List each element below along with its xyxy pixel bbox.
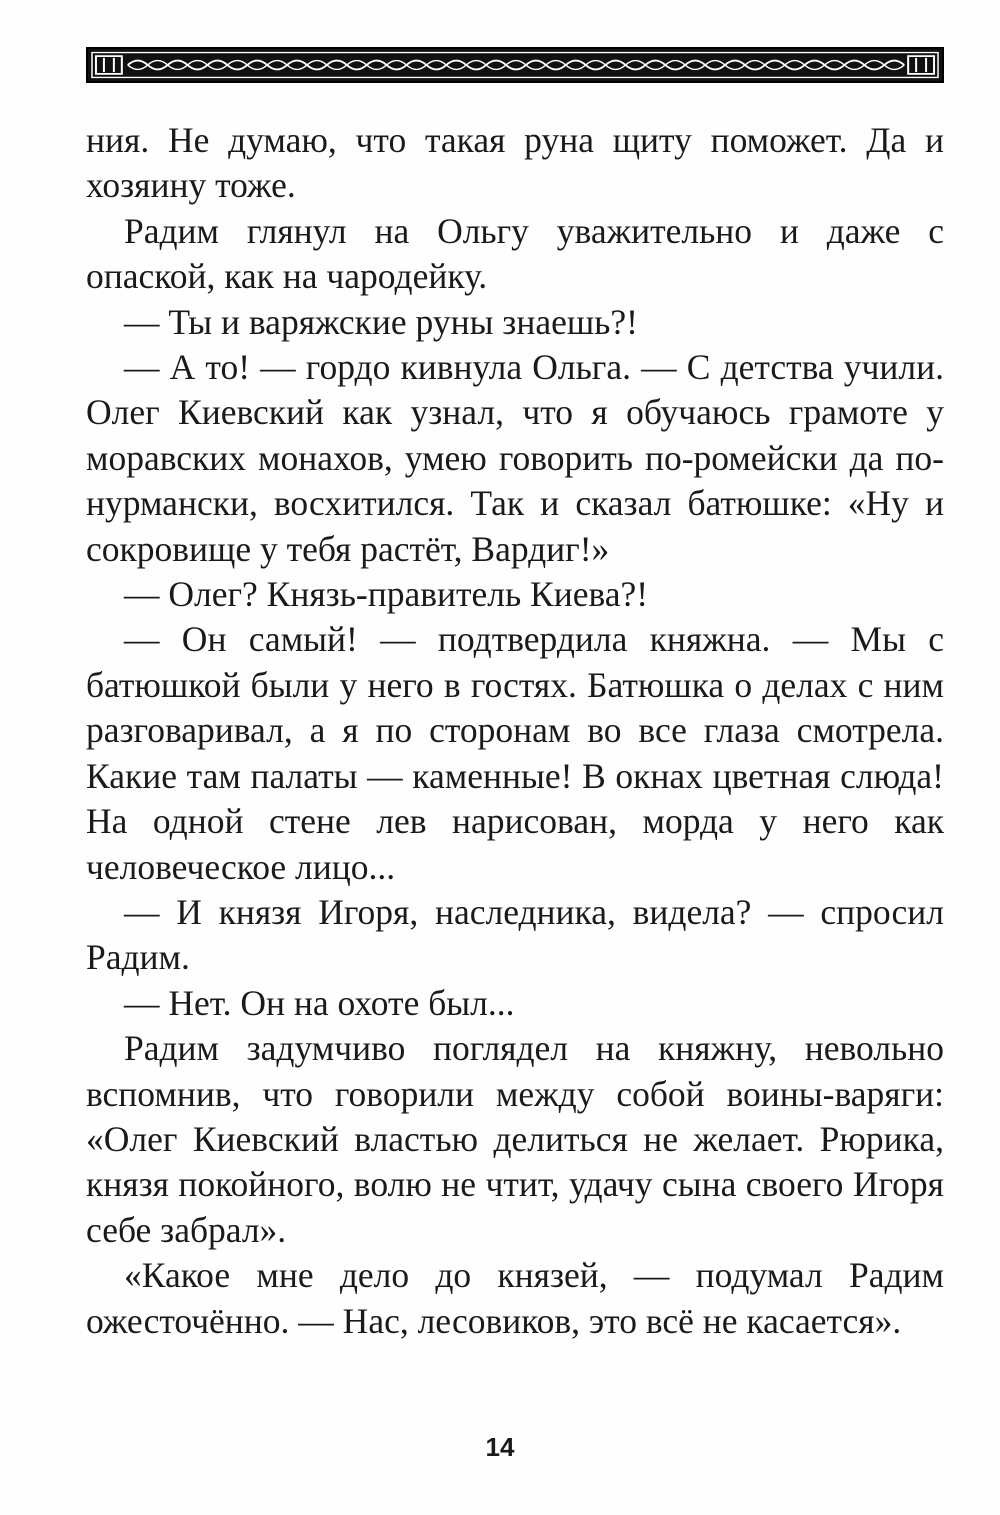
dialogue-line: — А то! — гордо кивнула Ольга. — С детства учили. Олег Киевский как узнал, что я обучаюсь грамоте у моравских монахов, умею говорить по-ромейски да по-нурмански, восхитился. Так и сказал батюшке: «Ну и сокровище у тебя растёт, Вардиг!» xyxy=(86,347,944,569)
rope-ornament-icon xyxy=(88,49,942,81)
paragraph: «Какое мне дело до князей, — подумал Радим ожесточённо. — Нас, лесовиков, это всё не касается». xyxy=(86,1255,944,1341)
dialogue-line: — Он самый! — подтвердила княжна. — Мы с батюшкой были у него в гостях. Батюшка о делах с ним разговаривал, а я по сторонам во все глаза смотрела. Какие там палаты — каменные! В окнах цветная слюда! На одной стене лев нарисован, морда у него как человеческое лицо... xyxy=(86,619,944,887)
decorative-header-border xyxy=(86,47,944,83)
paragraph: Радим задумчиво поглядел на княжну, невольно вспомнив, что говорили между собой воины-варяги: «Олег Киевский властью делиться не желает. Рюрика, князя покойного, волю не чтит, удачу сына своего Игоря себе забрал». xyxy=(86,1028,944,1250)
page-number: 14 xyxy=(485,1432,515,1462)
dialogue-line: — Ты и варяжские руны знаешь?! xyxy=(124,301,638,342)
dialogue-line: — Олег? Князь-правитель Киева?! xyxy=(124,574,649,615)
paragraph-continuation: ния. Не думаю, что такая руна щиту поможет. Да и хозяину тоже. xyxy=(86,120,944,206)
dialogue-line: — И князя Игоря, наследника, видела? — спросил Радим. xyxy=(86,891,944,978)
body-text xyxy=(86,118,944,1344)
paragraph: Радим глянул на Ольгу уважительно и даже с опаской, как на чародейку. xyxy=(86,210,944,297)
dialogue-line: — Нет. Он на охоте был... xyxy=(124,982,515,1023)
